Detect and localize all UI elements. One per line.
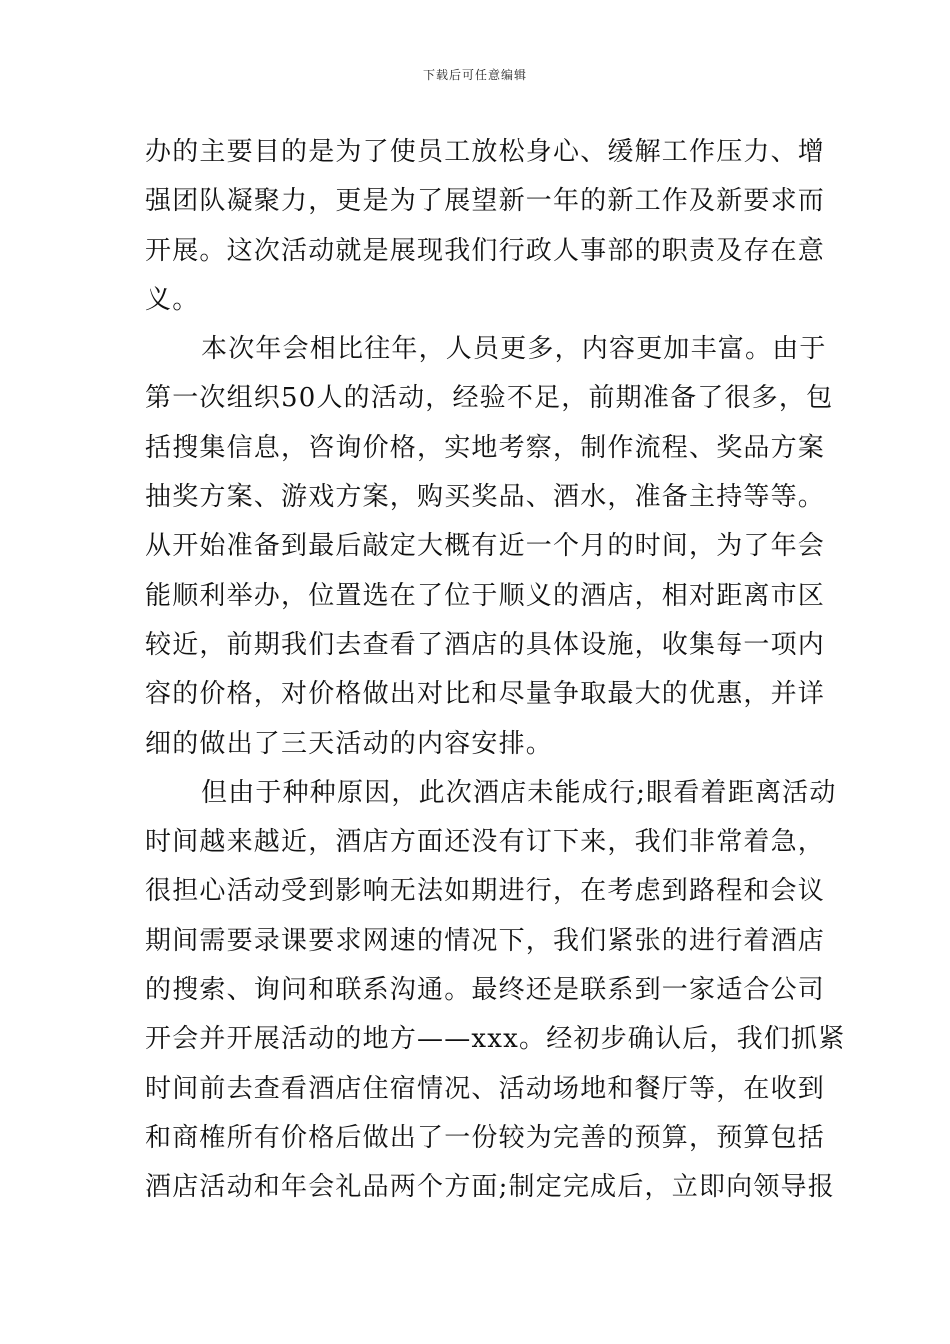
text-line: 时间前去查看酒店住宿情况、活动场地和餐厅等，在收到 [145,1073,826,1104]
text-line: 时间越来越近，酒店方面还没有订下来，我们非常着急， [145,827,826,858]
text-line: 的搜索、询问和联系沟通。最终还是联系到一家适合公司 [145,975,826,1006]
text-line: 强团队凝聚力，更是为了展望新一年的新工作及新要求而 [145,186,826,217]
text-line: 容的价格，对价格做出对比和尽量争取最大的优惠，并详 [145,679,826,710]
text-line: 从开始准备到最后敲定大概有近一个月的时间，为了年会 [145,531,826,562]
text-line: 但由于种种原因，此次酒店未能成行;眼看着距离活动 [201,777,837,808]
text-line: 和商榷所有价格后做出了一份较为完善的预算，预算包括 [145,1122,826,1153]
page-header: 下载后可任意编辑 [422,68,527,82]
text-line: 抽奖方案、游戏方案，购买奖品、酒水，准备主持等等。 [145,482,826,513]
text-line: 办的主要目的是为了使员工放松身心、缓解工作压力、增 [145,137,826,167]
text-line: 很担心活动受到影响无法如期进行，在考虑到路程和会议 [145,876,826,907]
paragraph-3 [145,769,846,1213]
text-line: 括搜集信息，咨询价格，实地考察，制作流程、奖品方案 [145,432,826,463]
paragraph-1 [145,128,826,325]
text-line: 本次年会相比往年，人员更多，内容更加丰富。由于 [201,334,827,365]
text-line: 细的做出了三天活动的内容安排。 [145,728,554,759]
text-line: 开展。这次活动就是展现我们行政人事部的职责及存在意 [145,235,826,266]
paragraph-2 [145,325,834,769]
text-line: 期间需要录课要求网速的情况下，我们紧张的进行着酒店 [145,925,826,956]
document-body [145,128,846,1213]
text-line: 义。 [145,284,200,315]
text-line: 酒店活动和年会礼品两个方面;制定完成后，立即向领导报 [145,1172,835,1203]
text-line: 第一次组织50人的活动，经验不足，前期准备了很多，包 [145,383,834,414]
text-line: 较近，前期我们去查看了酒店的具体设施，收集每一项内 [145,629,826,660]
text-line: 开会并开展活动的地方——xxx。经初步确认后，我们抓紧 [145,1024,846,1055]
text-line: 能顺利举办，位置选在了位于顺义的酒店，相对距离市区 [145,580,826,611]
